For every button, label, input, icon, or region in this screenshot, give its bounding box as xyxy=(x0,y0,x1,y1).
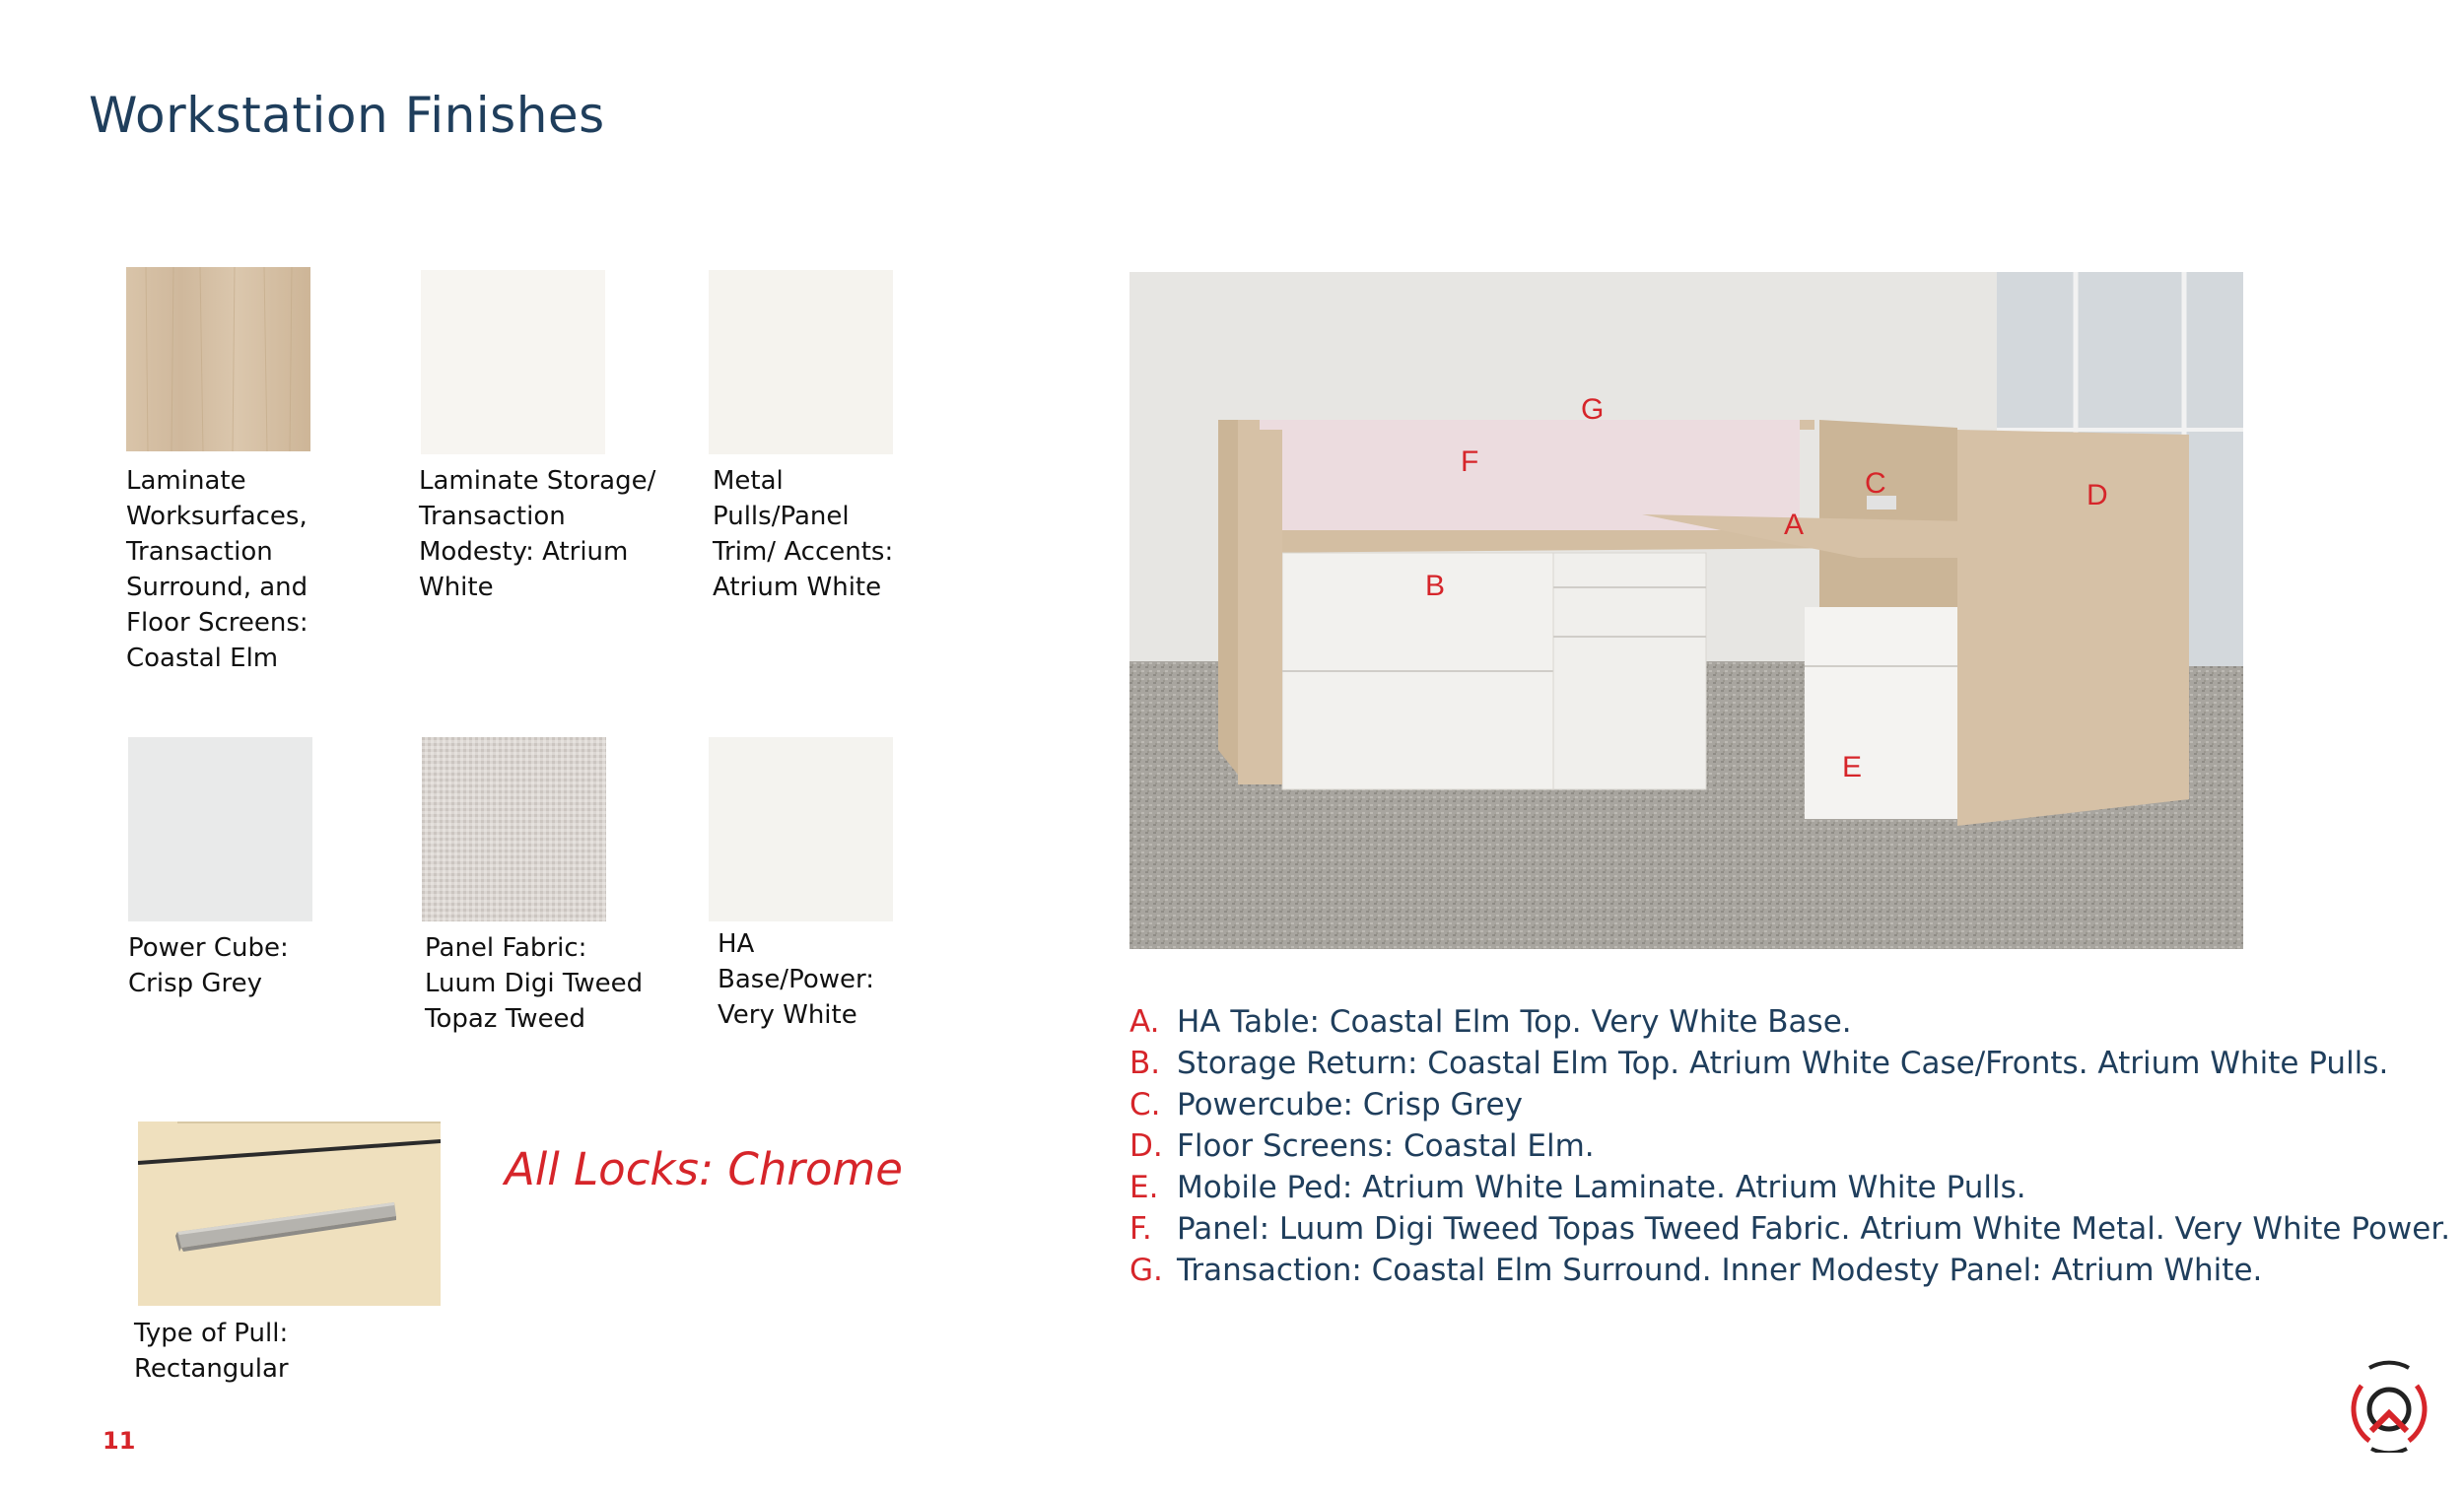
legend-row-e xyxy=(1129,1167,2450,1208)
swatch-very-white xyxy=(709,737,893,921)
workstation-illustration xyxy=(1129,272,2243,949)
swatch-coastal-elm xyxy=(126,267,310,451)
swatch-panel-fabric xyxy=(422,737,606,921)
legend-text: Panel: Luum Digi Tweed Topas Tweed Fabric. Atrium White Metal. Very White Power. xyxy=(1177,1211,2451,1247)
photo-label-f: F xyxy=(1461,445,1479,478)
swatch-caption-atrium-white: Laminate Storage/ Transaction Modesty: Atrium White xyxy=(419,466,656,602)
coastal-elm-texture xyxy=(126,267,310,451)
photo-label-b: B xyxy=(1425,570,1446,602)
legend-text: Storage Return: Coastal Elm Top. Atrium White Case/Fronts. Atrium White Pulls. xyxy=(1177,1046,2389,1081)
photo-label-d: D xyxy=(2087,479,2108,511)
photo-label-g: G xyxy=(1581,393,1605,426)
legend-row-g xyxy=(1129,1250,2450,1291)
swatch-caption-coastal-elm: Laminate Worksurfaces, Transaction Surround, and Floor Screens: Coastal Elm xyxy=(126,466,308,673)
photo-label-a: A xyxy=(1784,509,1805,541)
legend-text: Transaction: Coastal Elm Surround. Inner Modesty Panel: Atrium White. xyxy=(1177,1253,2263,1288)
finish-legend xyxy=(1129,1001,2450,1291)
legend-row-b xyxy=(1129,1043,2450,1084)
swatch-crisp-grey xyxy=(128,737,312,921)
photo-label-e: E xyxy=(1842,751,1863,783)
company-logo-icon xyxy=(2342,1358,2436,1453)
pull-image xyxy=(138,1122,441,1306)
legend-row-f xyxy=(1129,1208,2450,1250)
photo-label-c: C xyxy=(1865,467,1886,500)
legend-row-a xyxy=(1129,1001,2450,1043)
legend-letter: A. xyxy=(1129,1004,1160,1040)
legend-row-d xyxy=(1129,1125,2450,1167)
legend-text: Floor Screens: Coastal Elm. xyxy=(1177,1128,1595,1164)
legend-letter: F. xyxy=(1129,1211,1152,1247)
swatch-caption-panel-fabric: Panel Fabric: Luum Digi Tweed Topaz Tweed xyxy=(425,933,644,1034)
swatch-atrium-white-metal xyxy=(709,270,893,454)
rectangular-pull-icon xyxy=(138,1122,441,1306)
legend-letter: C. xyxy=(1129,1087,1161,1122)
swatch-caption-metal: Metal Pulls/Panel Trim/ Accents: Atrium White xyxy=(713,466,894,602)
legend-letter: B. xyxy=(1129,1046,1161,1081)
legend-letter: G. xyxy=(1129,1253,1163,1288)
legend-text: Mobile Ped: Atrium White Laminate. Atrium White Pulls. xyxy=(1177,1170,2026,1205)
swatch-caption-very-white: HA Base/Power: Very White xyxy=(718,929,874,1030)
legend-row-c xyxy=(1129,1084,2450,1125)
locks-note: All Locks: Chrome xyxy=(505,1143,903,1195)
swatch-caption-crisp-grey: Power Cube: Crisp Grey xyxy=(128,933,289,998)
legend-text: HA Table: Coastal Elm Top. Very White Base. xyxy=(1177,1004,1852,1040)
legend-letter: E. xyxy=(1129,1170,1159,1205)
page-number: 11 xyxy=(103,1427,136,1455)
legend-text: Powercube: Crisp Grey xyxy=(1177,1087,1523,1122)
pull-caption: Type of Pull: Rectangular xyxy=(134,1319,289,1384)
tweed-fabric-texture xyxy=(422,737,606,921)
page-title: Workstation Finishes xyxy=(89,87,605,144)
workstation-photo xyxy=(1129,272,2243,949)
swatch-atrium-white xyxy=(421,270,605,454)
legend-letter: D. xyxy=(1129,1128,1163,1164)
